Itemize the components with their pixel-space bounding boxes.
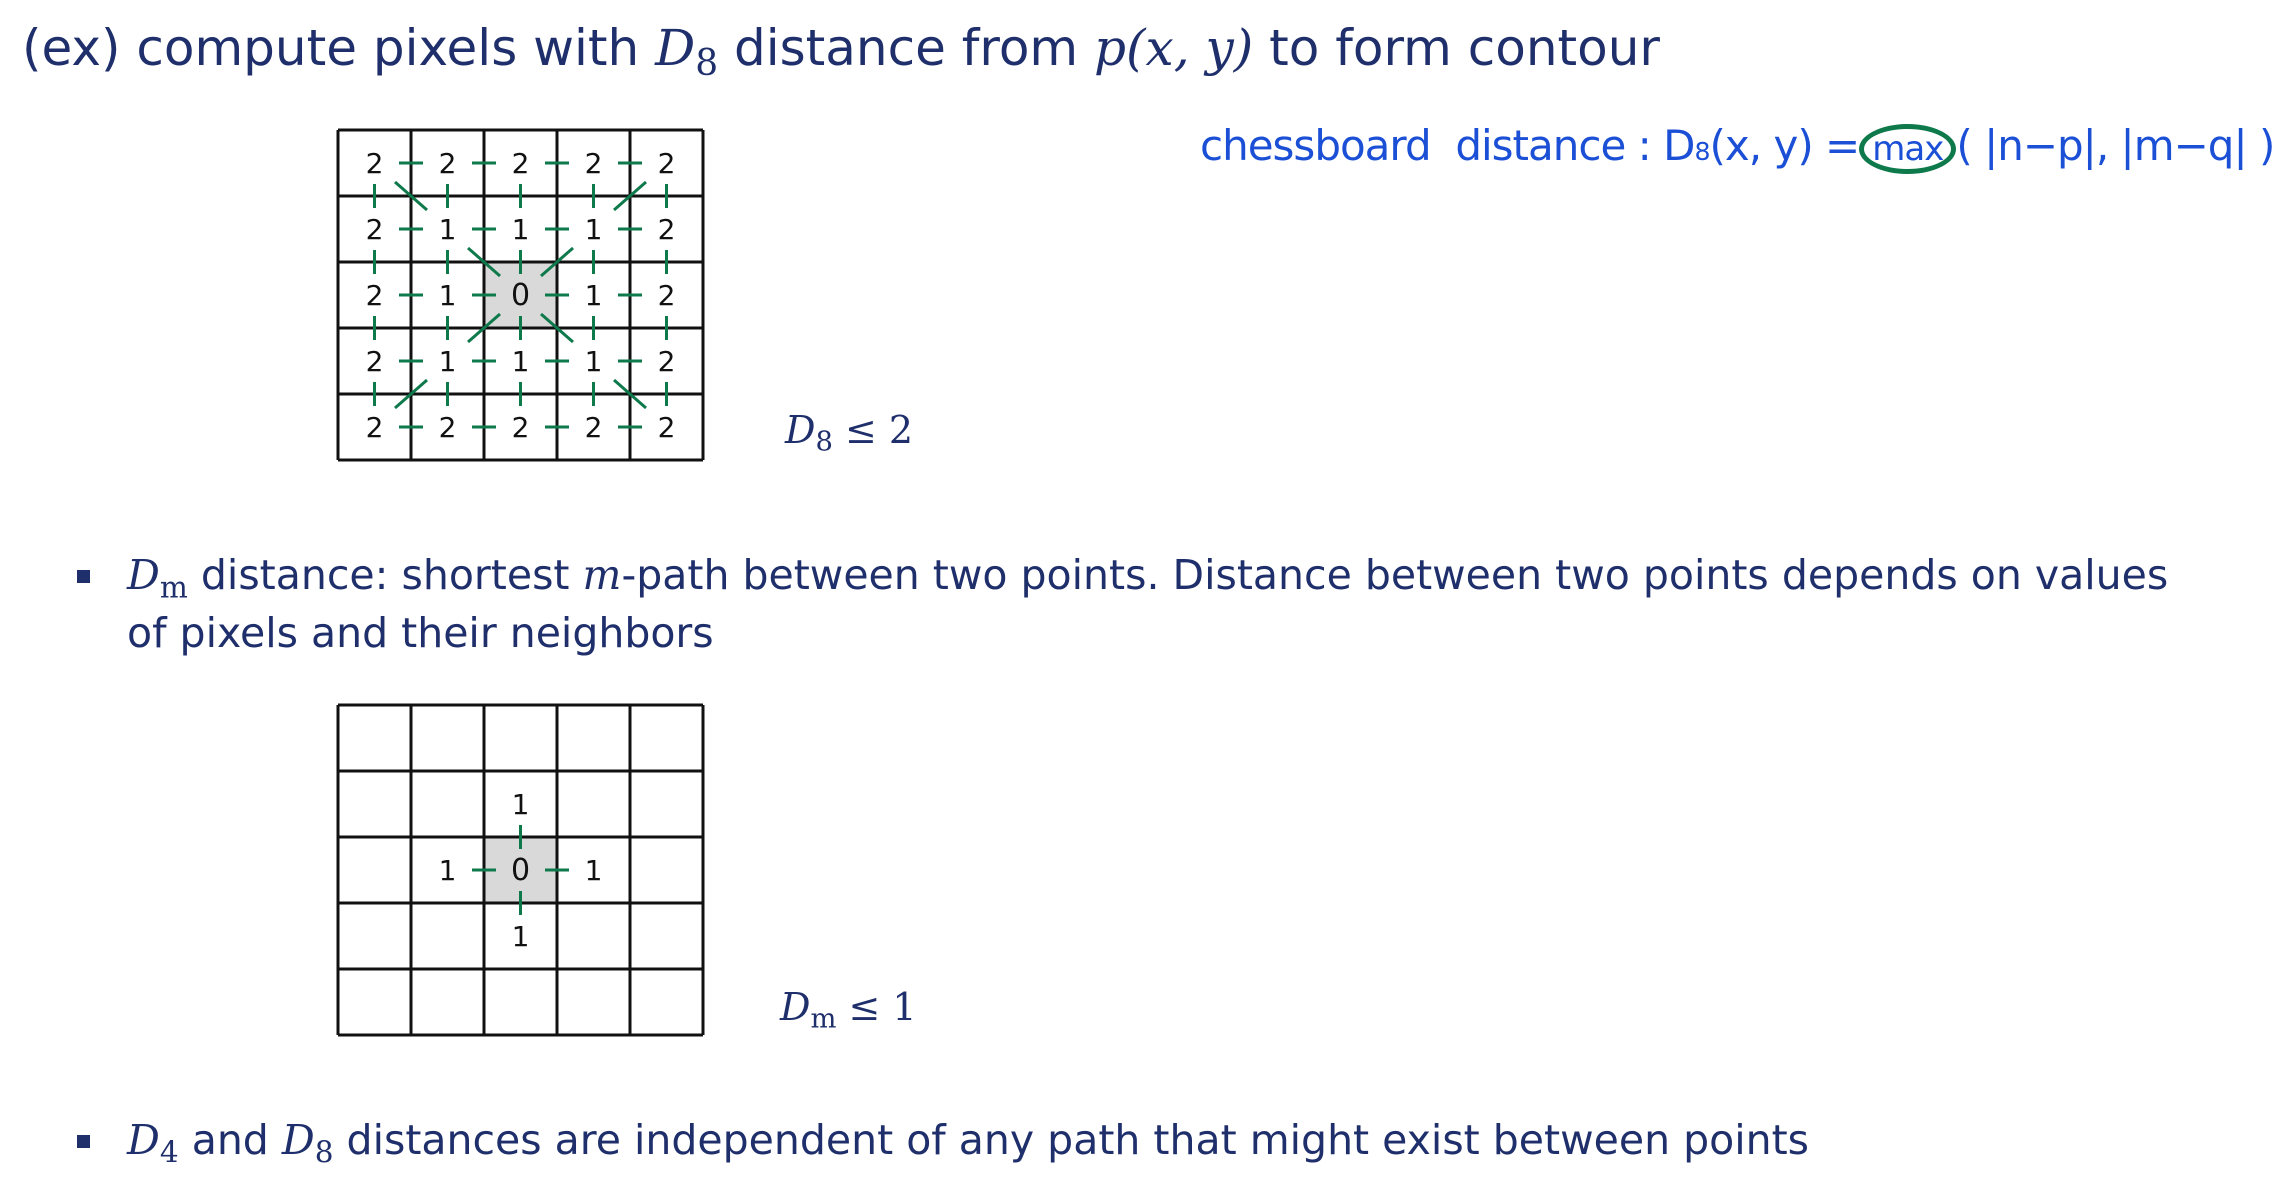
d8-var: D	[655, 19, 696, 77]
cell-value: 1	[511, 788, 530, 821]
cell-value: 2	[584, 147, 603, 180]
cell-value: 2	[657, 411, 676, 444]
cell-value: 2	[365, 213, 384, 246]
cell-value: 2	[657, 279, 676, 312]
d4-d8-bullet-text: $D_4$ and $D_8$ distances are independent of any path that might exist between points	[127, 1116, 1810, 1170]
chessboard-annotation: chessboard distance : D8(x, y) = max ( |n−p|, |m−q| )	[1200, 118, 2274, 180]
cell-value: 2	[365, 411, 384, 444]
bullet-marker	[77, 570, 90, 583]
point-p: p(x, y)	[1094, 19, 1254, 77]
cell-value: 2	[365, 345, 384, 378]
cell-value: 2	[657, 345, 676, 378]
cell-value: 1	[584, 213, 603, 246]
cell-value: 1	[438, 854, 457, 887]
cell-value: 2	[438, 147, 457, 180]
cell-value: 0	[510, 853, 531, 888]
cell-value: 2	[511, 147, 530, 180]
cell-value: 2	[584, 411, 603, 444]
slide-title: (ex) compute pixels with $D_8$ distance from p(x, y) to form contour	[22, 19, 1660, 85]
dm-caption: $D_m \le 1$	[780, 985, 917, 1035]
cell-value: 0	[510, 278, 531, 313]
cell-value: 1	[438, 279, 457, 312]
d8-caption: $D_8 \le 2$	[785, 408, 914, 458]
cell-value: 1	[584, 279, 603, 312]
cell-value: 1	[584, 854, 603, 887]
dm-grid-svg	[335, 702, 707, 1040]
d8-grid	[335, 127, 707, 465]
cell-value: 1	[584, 345, 603, 378]
cell-value: 2	[511, 411, 530, 444]
cell-value: 1	[511, 920, 530, 953]
dm-bullet-text: $D_m$ distance: shortest m-path between two points. Distance between two points depends on values of pixels and their neighbors	[127, 551, 2169, 658]
bullet-marker	[77, 1135, 90, 1148]
cell-value: 2	[365, 147, 384, 180]
cell-value: 2	[438, 411, 457, 444]
max-circled: max	[1859, 124, 1956, 174]
cell-value: 2	[657, 147, 676, 180]
cell-value: 1	[438, 345, 457, 378]
cell-value: 1	[511, 345, 530, 378]
cell-value: 2	[657, 213, 676, 246]
cell-value: 1	[438, 213, 457, 246]
cell-value: 2	[365, 279, 384, 312]
dm-grid	[335, 702, 707, 1040]
d8-grid-svg	[335, 127, 707, 465]
cell-value: 1	[511, 213, 530, 246]
